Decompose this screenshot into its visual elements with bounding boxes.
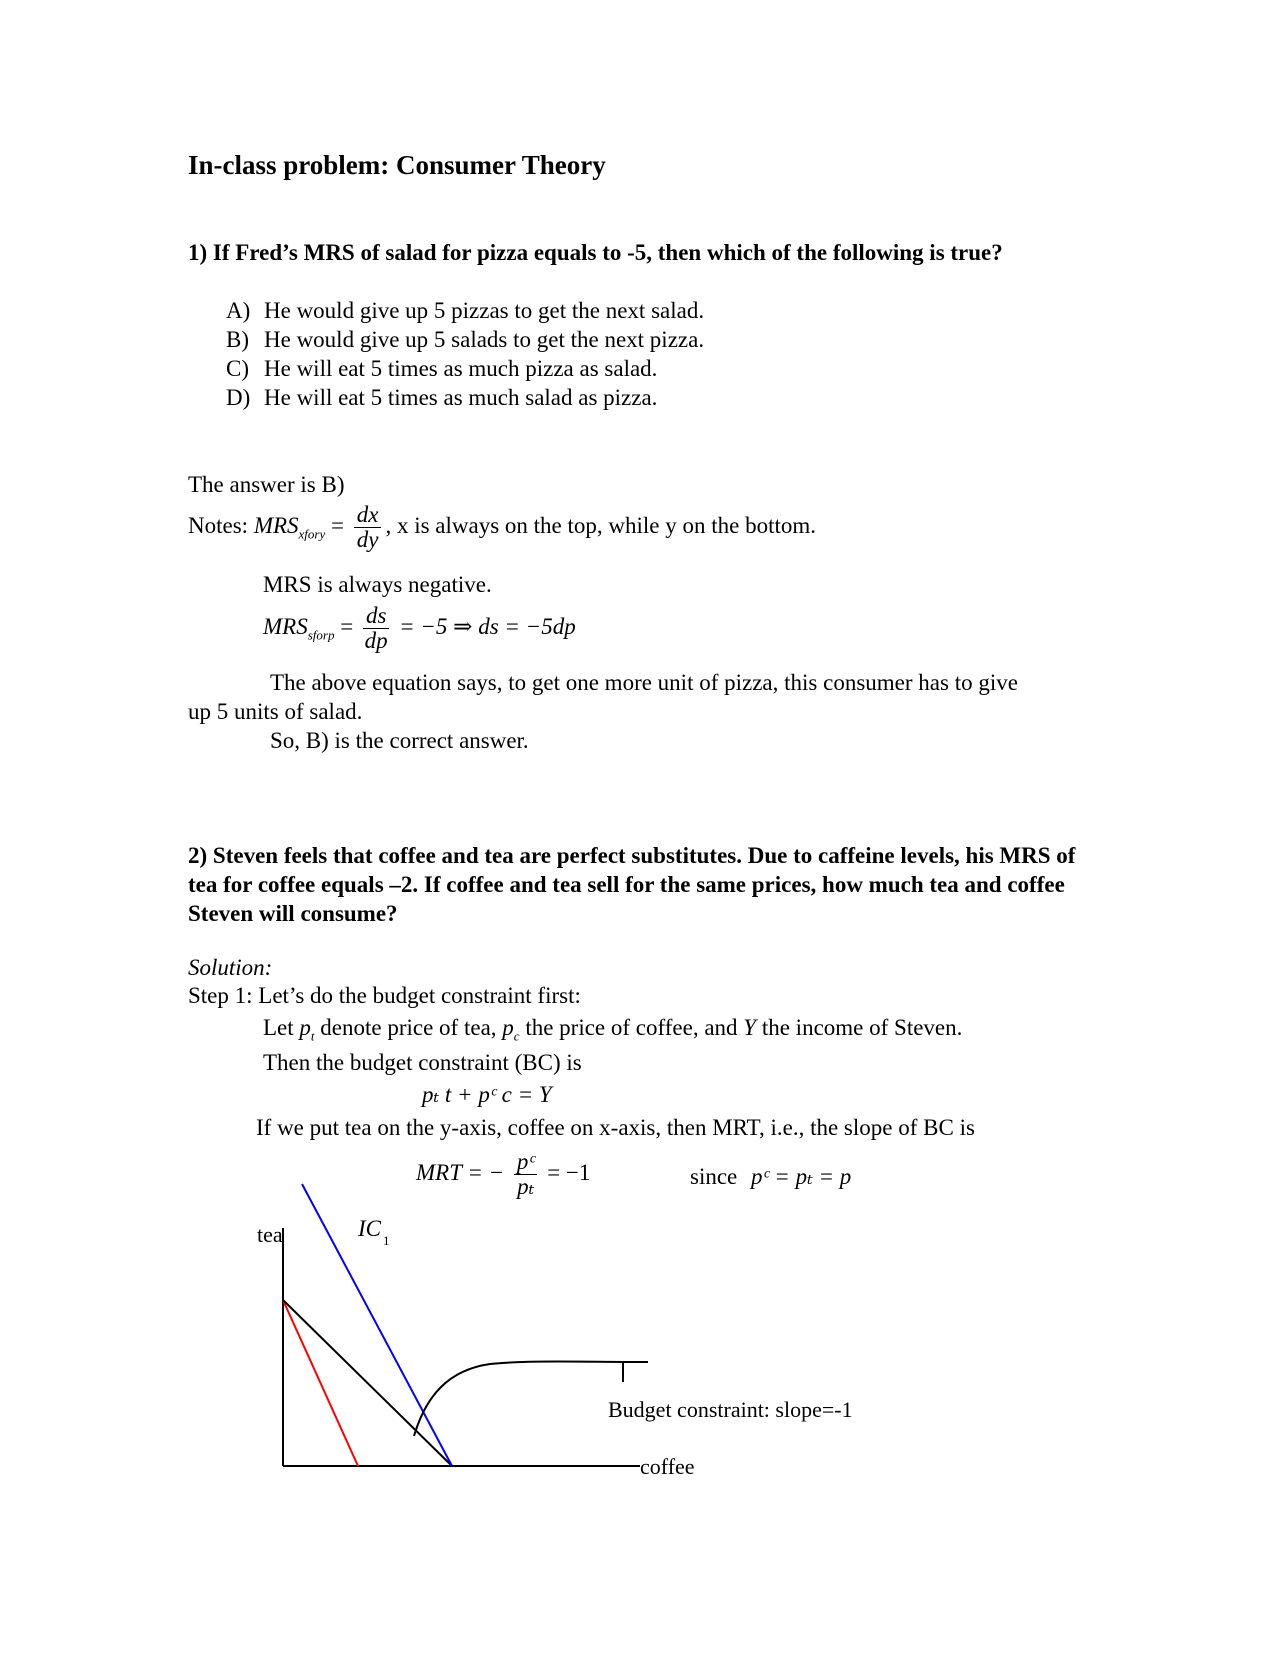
solution-label: Solution: — [188, 955, 273, 980]
option-text: He will eat 5 times as much salad as pizza. — [264, 385, 658, 410]
income-symbol: Y — [743, 1015, 757, 1040]
mrs-symbol: MRS — [253, 512, 299, 538]
budget-line — [283, 1300, 452, 1466]
explanation-line-1: The above equation says, to get one more unit of pizza, this consumer has to give — [270, 670, 1018, 695]
then-line: Then the budget constraint (BC) is — [263, 1050, 582, 1075]
option-letter: D) — [226, 385, 251, 410]
option-letter: A) — [226, 298, 251, 323]
option-letter: C) — [226, 356, 249, 381]
fraction-denominator: dp — [364, 628, 388, 653]
let-text: the income of Steven. — [761, 1015, 963, 1040]
price-symbol: p — [299, 1015, 311, 1040]
let-text: the price of coffee, and — [525, 1015, 738, 1040]
red-line — [283, 1300, 358, 1466]
equation-tail: = −5 ⇒ ds = −5dp — [399, 613, 576, 639]
fraction-numerator: ds — [363, 604, 389, 629]
answer-line: The answer is B) — [188, 472, 345, 497]
mrt-intro: If we put tea on the y-axis, coffee on x-axis, then MRT, i.e., the slope of BC is — [256, 1115, 975, 1140]
notes-tail: , x is always on the top, while y on the bottom. — [385, 512, 817, 538]
fraction-numerator: dx — [354, 503, 382, 528]
coffee-axis-label: coffee — [640, 1454, 695, 1479]
fraction-numerator: pᶜ — [514, 1150, 538, 1175]
mrs-symbol: MRS — [263, 613, 308, 639]
explanation-line-2: up 5 units of salad. — [188, 699, 363, 724]
question-1: 1) If Fred’s MRS of salad for pizza equals to -5, then which of the following is true? — [188, 240, 1003, 265]
budget-equation: pₜ t + pᶜ c = Y — [422, 1082, 552, 1107]
since-equation: pᶜ = pₜ = p — [751, 1164, 852, 1189]
step-1: Step 1: Let’s do the budget constraint first: — [188, 983, 581, 1008]
option-letter: B) — [226, 327, 249, 352]
let-text: denote price of tea, — [320, 1015, 497, 1040]
fraction-denominator: dy — [356, 527, 379, 552]
mrs-negative-note: MRS is always negative. — [263, 572, 492, 597]
option-text: He would give up 5 salads to get the next pizza. — [264, 327, 705, 352]
mrt-rhs: = −1 — [547, 1159, 591, 1185]
page-title: In-class problem: Consumer Theory — [188, 150, 606, 180]
mrs-subscript: xfory — [298, 526, 326, 542]
notes-label: Notes: — [188, 512, 249, 538]
tea-axis-label: tea — [257, 1222, 283, 1247]
ic-subscript: 1 — [383, 1233, 390, 1248]
mrt-lhs: MRT = − — [416, 1159, 505, 1185]
question-2: 2) Steven feels that coffee and tea are perfect substitutes. Due to caffeine levels, his MRS of tea for coffee equals –2. If coffee and tea sell for the same prices, how much tea and coffee Steven will consume? — [188, 843, 1076, 926]
option-text: He would give up 5 pizzas to get the next salad. — [264, 298, 705, 323]
price-symbol: p — [502, 1015, 514, 1040]
coffee-subscript: c — [513, 1028, 520, 1044]
since-text: since — [690, 1164, 738, 1189]
conclusion-line: So, B) is the correct answer. — [270, 728, 529, 753]
notes-line: Notes: $MRS_{xfory}$ = $\frac{dx}{dy}$ , x is always on the top, while y on the bottom. — [188, 502, 817, 552]
tea-subscript: t — [310, 1028, 315, 1044]
budget-constraint-label: Budget constraint: slope=-1 — [608, 1397, 853, 1422]
ic-label: IC — [358, 1216, 381, 1241]
fraction-denominator: pₜ — [517, 1174, 535, 1199]
mrs-equation: $MRS_{sforp}$ = $\frac{ds}{dp}$ = −5 ⇒ ds = −5dp — [263, 603, 576, 653]
mrs-subscript: sforp — [307, 627, 335, 643]
option-text: He will eat 5 times as much pizza as salad. — [264, 356, 658, 381]
let-text: Let — [263, 1015, 294, 1040]
